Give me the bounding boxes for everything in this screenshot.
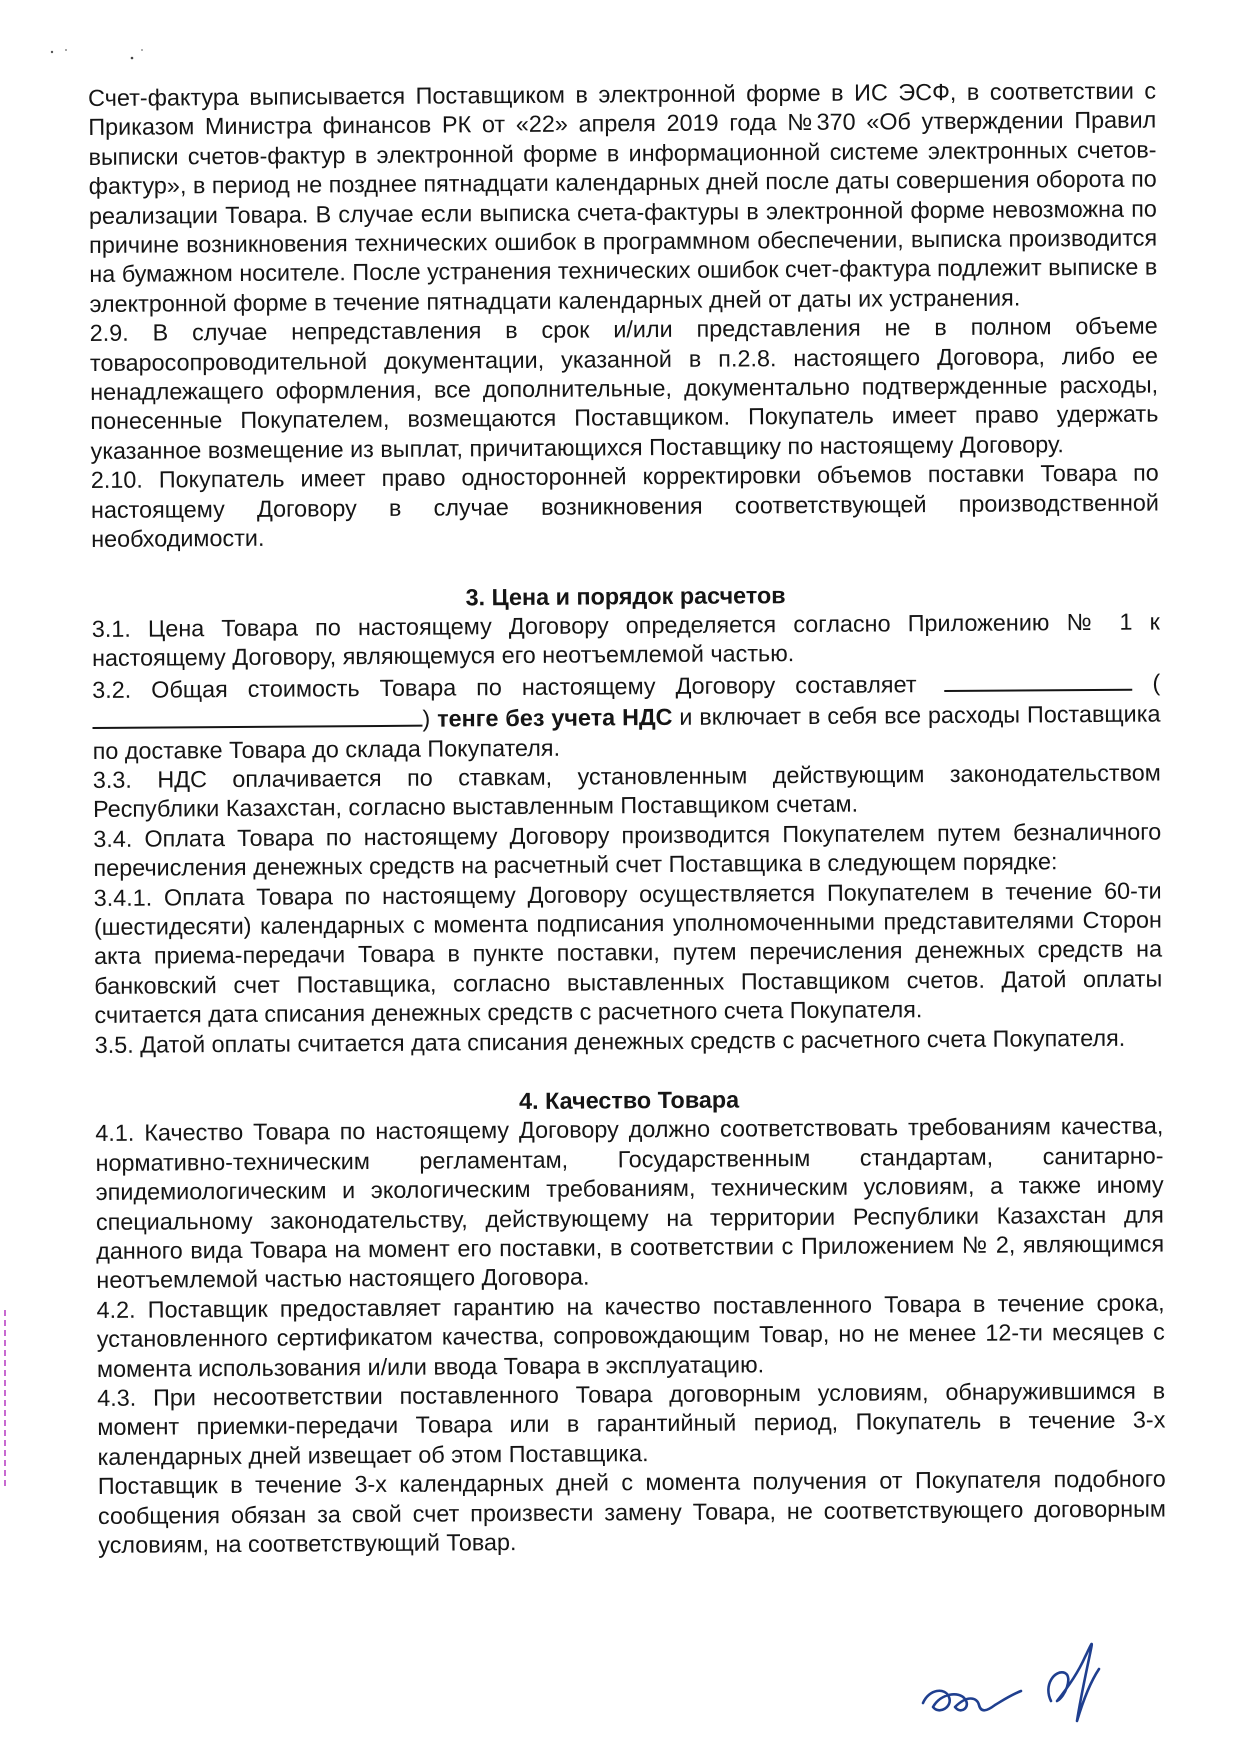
paragraph-3-2 — [92, 666, 1161, 766]
paragraph-4-2: 4.2. Поставщик предоставляет гарантию на качество поставленного Товара в течение срока, установленного сертификатом качества, сопровождающим Товар, но не менее 12-ти месяцев с момента использования и/или ввода Товара в эксплуатацию. — [96, 1289, 1165, 1382]
paragraph-3-1: 3.1. Цена Товара по настоящему Договору определяется согласно Приложению № 1 к настоящему Договору, являющемуся его неотъемлемой частью. — [91, 608, 1160, 672]
paragraph-3-4-1: 3.4.1. Оплата Товара по настоящему Договору осуществляется Покупателем в течение 60-ти (шестидесяти) календарных с момента подписания уполномоченными представителями Сторон акта приема-передачи Товара в пункте поставки, путем перечисления денежных средств на банковский счет Поставщика, согласно выставленных Поставщиком счетов. Датой оплаты считается дата списания денежных средств с расчетного счета Покупателя. — [93, 877, 1163, 1029]
paragraph-3-3: 3.3. НДС оплачивается по ставкам, установленным действующим законодательством Республики Казахстан, согласно выставленным Поставщиком счетам. — [92, 759, 1161, 823]
paragraph-3-2-tail: и включает в себя все расходы Поставщика по доставке Товара до склада Покупателя. — [92, 700, 1161, 764]
paragraph-4-3: 4.3. При несоответствии поставленного Товара договорным условиям, обнаружившимся в момент приемки-передачи Товара или в гарантийный период, Покупатель в течение 3-х календарных дней извещает об этом Поставщика. — [97, 1377, 1166, 1470]
scan-specks — [40, 44, 160, 64]
paren-open: ( — [1152, 669, 1161, 696]
paragraph-3-2-bold: тенге без учета НДС — [430, 704, 673, 732]
paragraph-4-1: 4.1. Качество Товара по настоящему Договору должно соответствовать требованиям качества, нормативно-техническим регламентам, Государственным стандартам, санитарно-эпидемиологическим и экологическим требованиям, техническим условиям, а также иному специальному законодательству, действующему на территории Республики Казахстан для данного вида Товара на момент его поставки, в соответствии с Приложением № 2, являющимся неотъемлемой частью настоящего Договора. — [95, 1112, 1165, 1294]
margin-mark — [0, 1300, 10, 1500]
paragraph-invoice: Счет-фактура выписывается Поставщиком в электронной форме в ИС ЭСФ, в соответствии с Приказом Министра финансов РК от «22» апреля 2019 года №370 «Об утверждении Правил выписки счетов-фактур в электронной форме в информационной системе электронных счетов-фактур», в период не позднее пятнадцати календарных дней после даты совершения оборота по реализации Товара. В случае если выписка счета-фактуры в электронной форме невозможна по причине возникновения технических ошибок в программном обеспечении, выписка производится на бумажном носителе. После устранения технических ошибок счет-фактура подлежит выписке в электронной форме в течение пятнадцати календарных дней от даты их устранения. — [88, 77, 1158, 317]
amount-blank[interactable] — [944, 666, 1132, 691]
amount-in-words-blank[interactable] — [92, 703, 422, 729]
paragraph-3-5: 3.5. Датой оплаты считается дата списания денежных средств с расчетного счета Покупателя. — [94, 1024, 1126, 1058]
section-3-heading: 3. Цена и порядок расчетов — [465, 581, 786, 610]
paragraph-3-2-lead: 3.2. Общая стоимость Товара по настоящему Договору составляет — [92, 670, 917, 703]
paragraph-3-4: 3.4. Оплата Товара по настоящему Договору производится Покупателем путем безналичного перечисления денежных средств на расчетный счет Поставщика в следующем порядке: — [93, 818, 1162, 882]
paragraph-2-10: 2.10. Покупатель имеет право односторонней корректировки объемов поставки Товара по настоящему Договору в случае возникновения соответствующей производственной необходимости. — [90, 459, 1160, 553]
paragraph-4-3-continuation: Поставщик в течение 3-х календарных дней с момента получения от Покупателя подобного сообщения обязан за свой счет произвести замену Товара, не соответствующего договорным условиям, на соответствующий Товар. — [97, 1465, 1167, 1559]
paren-close: ) — [422, 705, 431, 732]
document-body — [88, 77, 1166, 1561]
paragraph-2-9: 2.9. В случае непредставления в срок и/или представления не в полном объеме товаросопроводительной документации, указанной в п.2.8. настоящего Договора, либо ее ненадлежащего оформления, все дополнительные, документально подтвержденные расходы, понесенные Покупателем, возмещаются Поставщиком. Покупатель имеет право удержать указанное возмещение из выплат, причитающихся Поставщику по настоящему Договору. — [89, 312, 1159, 464]
section-4-heading: 4. Качество Товара — [518, 1086, 740, 1115]
handwritten-signature — [915, 1635, 1135, 1740]
